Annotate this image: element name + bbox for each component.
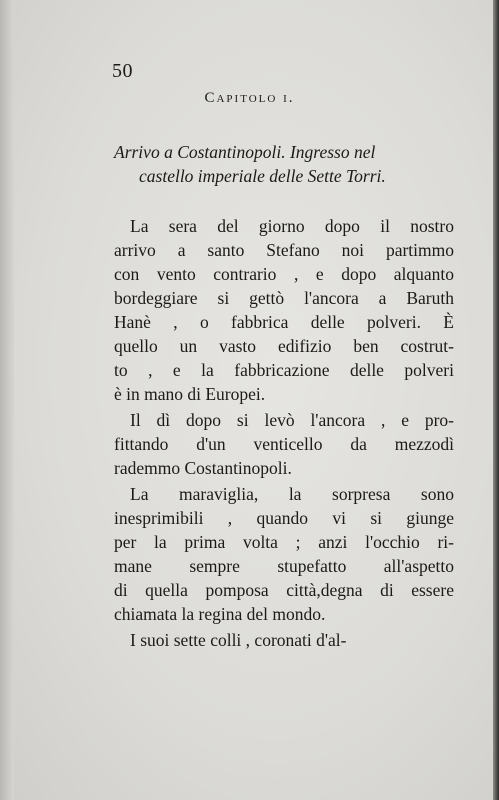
body-text xyxy=(114,214,454,652)
text-line: con vento contrario , e dopo alquanto xyxy=(114,264,454,284)
text-line: fittando d'un venticello da mezzodì xyxy=(114,434,454,454)
chapter-heading: Capitolo i. xyxy=(204,90,295,106)
text-line: inesprimibili , quando vi si giunge xyxy=(114,508,454,528)
text-line: La sera del giorno dopo il nostro xyxy=(130,216,454,236)
summary-line: castello imperiale delle Sette Torri. xyxy=(139,166,386,186)
text-line: arrivo a santo Stefano noi partimmo xyxy=(114,240,454,260)
text-line: rademmo Costantinopoli. xyxy=(114,458,292,478)
chapter-summary xyxy=(114,140,454,188)
text-line: di quella pomposa città,degna di essere xyxy=(114,580,454,600)
text-line: per la prima volta ; anzi l'occhio ri- xyxy=(114,532,454,552)
text-line: La maraviglia, la sorpresa sono xyxy=(130,484,454,504)
text-line: mane sempre stupefatto all'aspetto xyxy=(114,556,454,576)
paragraph xyxy=(114,408,454,480)
page-edge-shadow xyxy=(493,0,499,800)
page-gutter-shadow xyxy=(0,0,14,800)
text-line: quello un vasto edifizio ben costrut- xyxy=(114,336,454,356)
text-line: Il dì dopo si levò l'ancora , e pro- xyxy=(130,410,454,430)
paragraph xyxy=(114,482,454,626)
text-line: bordeggiare si gettò l'ancora a Baruth xyxy=(114,288,454,308)
text-line: è in mano di Europei. xyxy=(114,384,266,404)
text-line: to , e la fabbricazione delle polveri xyxy=(114,360,454,380)
text-line: chiamata la regina del mondo. xyxy=(114,604,326,624)
text-line: Hanè , o fabbrica delle polveri. È xyxy=(114,312,454,332)
page-number: 50 xyxy=(112,60,133,82)
summary-line: Arrivo a Costantinopoli. Ingresso nel xyxy=(114,142,376,162)
text-line: I suoi sette colli , coronati d'al- xyxy=(130,630,347,650)
paragraph xyxy=(114,214,454,406)
paragraph xyxy=(114,628,454,652)
